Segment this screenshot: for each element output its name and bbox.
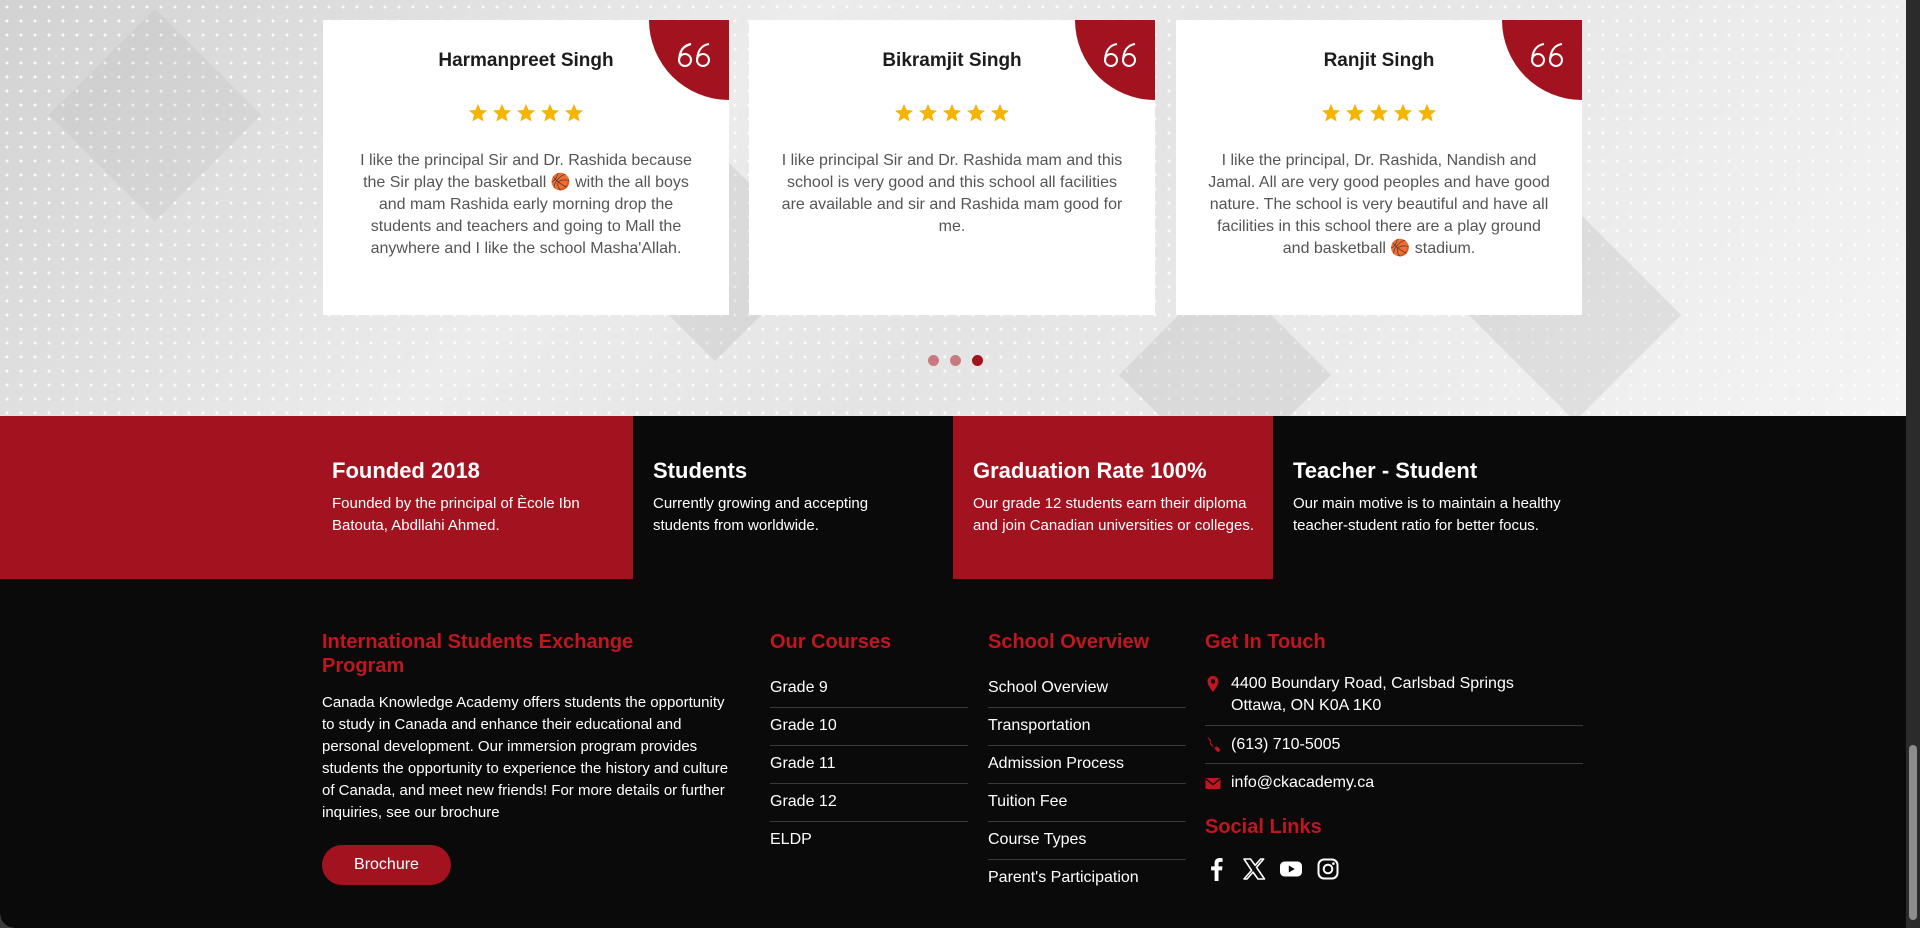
stat-title: Founded 2018 [332, 458, 480, 483]
contact-title: Get In Touch [1205, 631, 1326, 653]
scrollbar-thumb[interactable] [1909, 745, 1917, 920]
instagram-icon[interactable] [1316, 857, 1340, 881]
stat-title: Students [653, 458, 748, 483]
courses-list [770, 670, 968, 860]
star-icon [1369, 103, 1389, 123]
star-rating [323, 103, 729, 128]
contact-phone[interactable] [1205, 734, 1583, 764]
reviewer-name: Ranjit Singh [1323, 50, 1435, 71]
testimonials-section [0, 0, 1906, 416]
bg-diamond [49, 9, 261, 221]
address-text [1231, 673, 1514, 717]
star-icon [990, 103, 1010, 123]
stat-ratio [1273, 416, 1906, 579]
star-icon [942, 103, 962, 123]
overview-list [988, 670, 1186, 898]
stat-desc: Our grade 12 students earn their diploma and join Canadian universities or colleges. [973, 495, 1255, 534]
star-icon [918, 103, 938, 123]
carousel-dot-active[interactable] [972, 355, 983, 366]
star-icon [1345, 103, 1365, 123]
star-icon [468, 103, 488, 123]
address-line2: Ottawa, ON K0A 1K0 [1231, 697, 1382, 714]
contact-email[interactable] [1205, 772, 1583, 802]
about-title: International Students Exchange Program [322, 631, 634, 677]
star-icon [1321, 103, 1341, 123]
course-link[interactable]: Grade 12 [770, 784, 968, 822]
course-link[interactable]: Grade 9 [770, 670, 968, 708]
stat-desc: Currently growing and accepting students from worldwide. [653, 495, 869, 534]
star-icon [1417, 103, 1437, 123]
overview-link[interactable]: Transportation [988, 708, 1186, 746]
stat-founded [0, 416, 633, 579]
overview-link[interactable]: Admission Process [988, 746, 1186, 784]
star-icon [540, 103, 560, 123]
star-icon [1393, 103, 1413, 123]
testimonial-text: I like principal Sir and Dr. Rashida mam and this school is very good and this school all facilities are available and sir and Rashida mam good for me. [781, 152, 1123, 235]
envelope-icon [1205, 775, 1221, 791]
testimonial-card [1176, 20, 1582, 315]
youtube-icon[interactable] [1279, 857, 1303, 881]
stat-desc: Founded by the principal of Ècole Ibn Batouta, Abdllahi Ahmed. [332, 495, 580, 534]
phone-icon [1205, 737, 1221, 753]
site-footer [0, 579, 1906, 928]
course-link[interactable]: Grade 10 [770, 708, 968, 746]
stat-title: Graduation Rate 100% [973, 458, 1207, 483]
star-icon [564, 103, 584, 123]
reviewer-name: Harmanpreet Singh [438, 50, 614, 71]
x-icon[interactable] [1242, 857, 1266, 881]
overview-link[interactable]: School Overview [988, 670, 1186, 708]
testimonial-card [749, 20, 1155, 315]
phone-text[interactable]: (613) 710-5005 [1231, 736, 1341, 753]
stat-title: Teacher - Student [1293, 458, 1478, 483]
stat-desc: Our main motive is to maintain a healthy teacher-student ratio for better focus. [1293, 495, 1561, 534]
star-icon [516, 103, 536, 123]
overview-link[interactable]: Tuition Fee [988, 784, 1186, 822]
about-text: Canada Knowledge Academy offers students the opportunity to study in Canada and enhance their educational and personal development. Our immersion program provides students the opportunity to experience the history and culture of Canada, and meet new friends! For more details or further inquiries, see our brochure [322, 694, 729, 821]
courses-title: Our Courses [770, 631, 892, 653]
carousel-dot[interactable] [950, 355, 961, 366]
overview-link[interactable]: Course Types [988, 822, 1186, 860]
email-text[interactable]: info@ckacademy.ca [1231, 774, 1375, 791]
reviewer-name: Bikramjit Singh [882, 50, 1022, 71]
star-icon [894, 103, 914, 123]
star-icon [492, 103, 512, 123]
star-rating [749, 103, 1155, 128]
star-rating [1176, 103, 1582, 128]
location-pin-icon [1205, 676, 1221, 692]
overview-title: School Overview [988, 631, 1150, 653]
contact-address [1205, 673, 1583, 726]
page-scrollbar[interactable] [1906, 0, 1920, 928]
facebook-icon[interactable] [1205, 857, 1229, 881]
overview-link[interactable]: Parent's Participation [988, 869, 1139, 886]
star-icon [966, 103, 986, 123]
stats-strip [0, 416, 1906, 579]
testimonial-text: I like the principal, Dr. Rashida, Nandish and Jamal. All are very good peoples and have good nature. The school is very beautiful and have all facilities in this school there are a play ground and basketball 🏀 stadium. [1208, 152, 1550, 257]
stat-students [633, 416, 953, 579]
testimonial-card [323, 20, 729, 315]
course-link[interactable]: ELDP [770, 831, 812, 848]
social-title: Social Links [1205, 816, 1322, 838]
brochure-button[interactable]: Brochure [322, 845, 451, 885]
testimonial-text: I like the principal Sir and Dr. Rashida because the Sir play the basketball 🏀 with the all boys and mam Rashida early morning drop the students and teachers and going to Mall the anywhere and I like the school Masha'Allah. [360, 152, 692, 257]
carousel-dot[interactable] [928, 355, 939, 366]
address-line1: 4400 Boundary Road, Carlsbad Springs [1231, 675, 1514, 692]
course-link[interactable]: Grade 11 [770, 746, 968, 784]
stat-graduation [953, 416, 1273, 579]
